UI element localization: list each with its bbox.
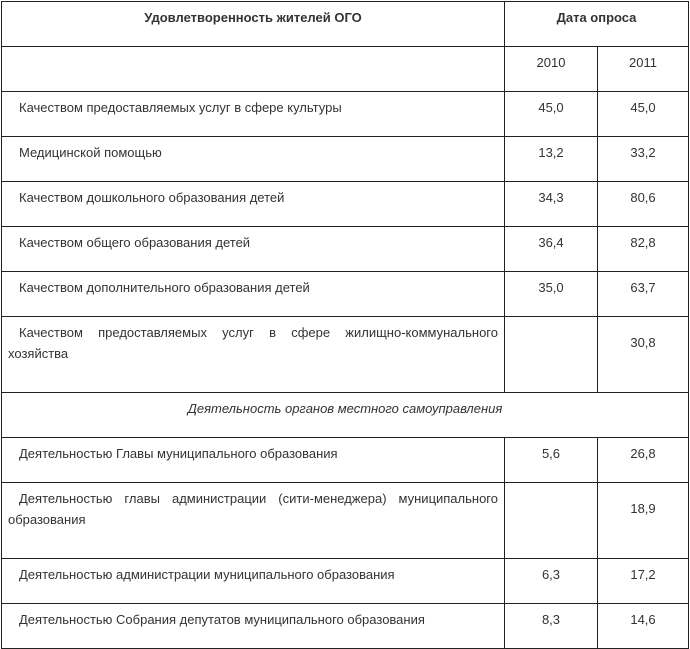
- value-2010: 8,3: [505, 604, 598, 649]
- table-row: [2, 604, 689, 649]
- value-2011: 82,8: [598, 227, 689, 272]
- table-row: [2, 137, 689, 182]
- table-row: [2, 438, 689, 483]
- table-row: [2, 317, 689, 393]
- header-row: [2, 2, 689, 47]
- value-2010: [505, 317, 598, 393]
- section-heading: Деятельность органов местного самоуправления: [2, 393, 689, 438]
- row-label: Деятельностью Собрания депутатов муниципального образования: [2, 604, 505, 649]
- value-2011: 80,6: [598, 182, 689, 227]
- row-label: Качеством предоставляемых услуг в сфере культуры: [2, 92, 505, 137]
- value-2010: 45,0: [505, 92, 598, 137]
- row-label: Качеством дошкольного образования детей: [2, 182, 505, 227]
- value-2011: 45,0: [598, 92, 689, 137]
- row-label: Качеством дополнительного образования детей: [2, 272, 505, 317]
- years-row: [2, 47, 689, 92]
- value-2010: 36,4: [505, 227, 598, 272]
- year-2011: 2011: [598, 47, 689, 92]
- value-2011: 18,9: [598, 483, 689, 559]
- table-row: [2, 272, 689, 317]
- value-2010: 13,2: [505, 137, 598, 182]
- header-satisfaction: Удовлетворенность жителей ОГО: [2, 2, 505, 47]
- value-2011: 30,8: [598, 317, 689, 393]
- table-row: [2, 182, 689, 227]
- table-row: [2, 483, 689, 559]
- value-2011: 63,7: [598, 272, 689, 317]
- value-2011: 26,8: [598, 438, 689, 483]
- row-label: Деятельностью администрации муниципального образования: [2, 559, 505, 604]
- row-label: Деятельностью главы администрации (сити-менеджера) муниципального образования: [2, 483, 505, 559]
- section-row: [2, 393, 689, 438]
- satisfaction-table: [1, 1, 689, 649]
- value-2010: 6,3: [505, 559, 598, 604]
- value-2010: 34,3: [505, 182, 598, 227]
- value-2010: 35,0: [505, 272, 598, 317]
- table-row: [2, 227, 689, 272]
- value-2010: 5,6: [505, 438, 598, 483]
- row-label: Деятельностью Главы муниципального образования: [2, 438, 505, 483]
- row-label: Медицинской помощью: [2, 137, 505, 182]
- value-2010: [505, 483, 598, 559]
- value-2011: 14,6: [598, 604, 689, 649]
- header-survey-date: Дата опроса: [505, 2, 689, 47]
- year-2010: 2010: [505, 47, 598, 92]
- table-row: [2, 559, 689, 604]
- value-2011: 33,2: [598, 137, 689, 182]
- empty-cell: [2, 47, 505, 92]
- value-2011: 17,2: [598, 559, 689, 604]
- table-row: [2, 92, 689, 137]
- row-label: Качеством предоставляемых услуг в сфере жилищно-коммунального хозяйства: [2, 317, 505, 393]
- row-label: Качеством общего образования детей: [2, 227, 505, 272]
